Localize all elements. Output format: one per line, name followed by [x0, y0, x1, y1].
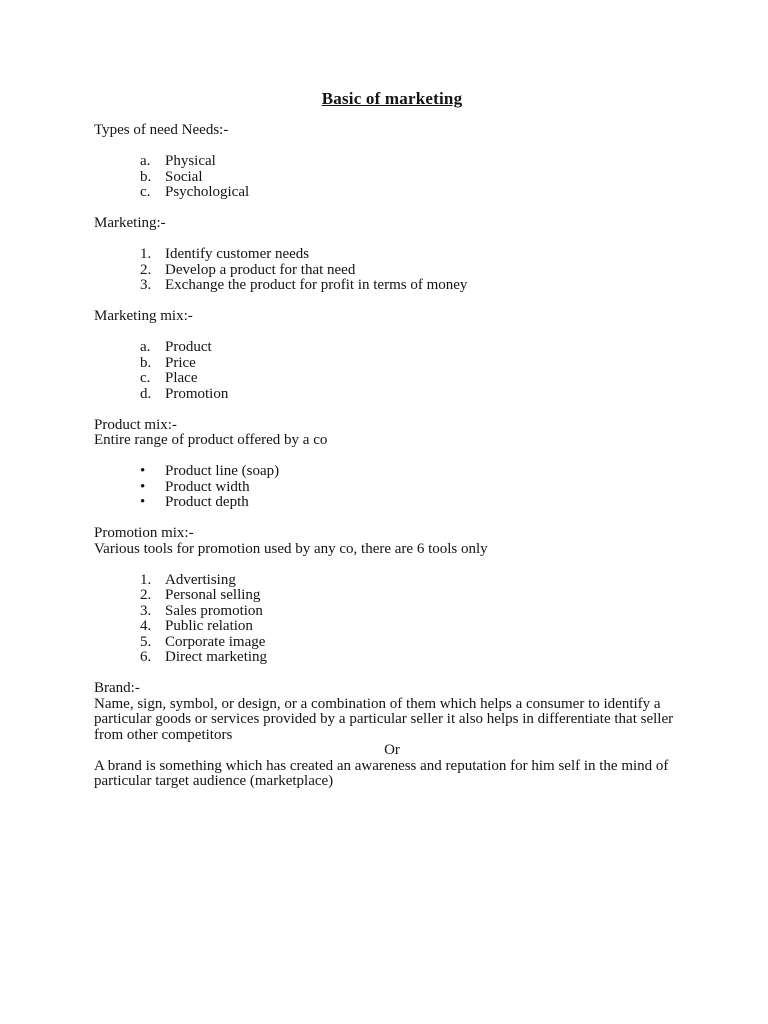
- list-marker: 4.: [140, 618, 152, 634]
- promotion-mix-heading: Promotion mix:-: [94, 525, 194, 541]
- section-needs: [94, 123, 690, 201]
- list-marker: 1.: [140, 246, 152, 262]
- list-item: [140, 387, 690, 403]
- list-item-text: Price: [165, 354, 196, 371]
- product-mix-list: [94, 464, 690, 511]
- list-item-text: Identify customer needs: [165, 246, 310, 262]
- list-item: [140, 247, 690, 263]
- list-item: [140, 650, 690, 666]
- section-promotion-mix: [94, 526, 690, 666]
- promotion-mix-list: [94, 573, 690, 666]
- list-item: [140, 464, 690, 480]
- list-item-text: Public relation: [165, 618, 253, 634]
- list-marker: 2.: [140, 587, 152, 603]
- list-item: [140, 619, 690, 635]
- marketing-mix-list: [94, 340, 690, 402]
- product-mix-heading: Product mix:-: [94, 416, 177, 433]
- section-product-mix: [94, 418, 690, 511]
- bullet-icon: •: [140, 494, 146, 510]
- list-item: [140, 185, 690, 201]
- list-item: [140, 340, 690, 356]
- list-item: [140, 495, 690, 511]
- list-marker: 5.: [140, 633, 152, 650]
- list-item: [140, 588, 690, 604]
- list-item: [140, 573, 690, 589]
- list-marker: 1.: [140, 571, 152, 588]
- marketing-heading: Marketing:-: [94, 215, 166, 231]
- list-item: [140, 635, 690, 651]
- list-marker: a.: [140, 339, 151, 355]
- section-marketing: [94, 216, 690, 294]
- list-marker: 2.: [140, 261, 152, 278]
- section-brand: [94, 681, 690, 790]
- brand-or-separator: Or: [384, 742, 400, 758]
- section-marketing-mix: [94, 309, 690, 402]
- promotion-mix-description: Various tools for promotion used by any co, there are 6 tools only: [94, 540, 488, 557]
- list-marker: 3.: [140, 277, 152, 293]
- list-marker: c.: [140, 184, 151, 200]
- list-item-text: Corporate image: [165, 633, 266, 650]
- list-item-text: Product width: [165, 478, 250, 495]
- list-item-text: Product depth: [165, 494, 249, 510]
- brand-heading: Brand:-: [94, 680, 140, 696]
- list-item: [140, 480, 690, 496]
- list-item-text: Exchange the product for profit in terms of money: [165, 277, 468, 293]
- marketing-mix-heading: Marketing mix:-: [94, 308, 193, 324]
- document-title: Basic of marketing: [321, 89, 463, 108]
- list-item: [140, 371, 690, 387]
- list-item: [140, 170, 690, 186]
- brand-definition-1: Name, sign, symbol, or design, or a combination of them which helps a consumer to identify a particular goods or services provided by a particular seller it also helps in differentiate that seller from other competitors: [94, 695, 674, 743]
- bullet-icon: •: [140, 478, 146, 495]
- list-marker: b.: [140, 354, 152, 371]
- list-item-text: Personal selling: [165, 587, 261, 603]
- list-marker: d.: [140, 385, 152, 402]
- brand-definition-2: A brand is something which has created an awareness and reputation for him self in the mind of particular target audience (marketplace): [94, 757, 669, 789]
- list-item-text: Product line (soap): [165, 463, 280, 479]
- needs-list: [94, 154, 690, 201]
- list-marker: 6.: [140, 649, 152, 665]
- list-item-text: Develop a product for that need: [165, 261, 356, 278]
- list-item-text: Product: [165, 339, 212, 355]
- list-marker: 3.: [140, 602, 152, 619]
- list-item-text: Place: [165, 370, 198, 386]
- list-item-text: Promotion: [165, 385, 229, 402]
- list-item: [140, 154, 690, 170]
- list-item-text: Psychological: [165, 184, 250, 200]
- list-marker: c.: [140, 370, 151, 386]
- list-marker: b.: [140, 168, 152, 185]
- list-item: [140, 278, 690, 294]
- list-item-text: Social: [165, 168, 203, 185]
- list-item-text: Sales promotion: [165, 602, 263, 619]
- bullet-icon: •: [140, 463, 146, 479]
- marketing-list: [94, 247, 690, 294]
- list-item: [140, 356, 690, 372]
- needs-heading: Types of need Needs:-: [94, 122, 229, 138]
- list-item: [140, 604, 690, 620]
- list-item: [140, 263, 690, 279]
- product-mix-description: Entire range of product offered by a co: [94, 432, 328, 448]
- list-item-text: Direct marketing: [165, 649, 268, 665]
- list-item-text: Physical: [165, 153, 216, 169]
- list-marker: a.: [140, 153, 151, 169]
- list-item-text: Advertising: [165, 571, 236, 588]
